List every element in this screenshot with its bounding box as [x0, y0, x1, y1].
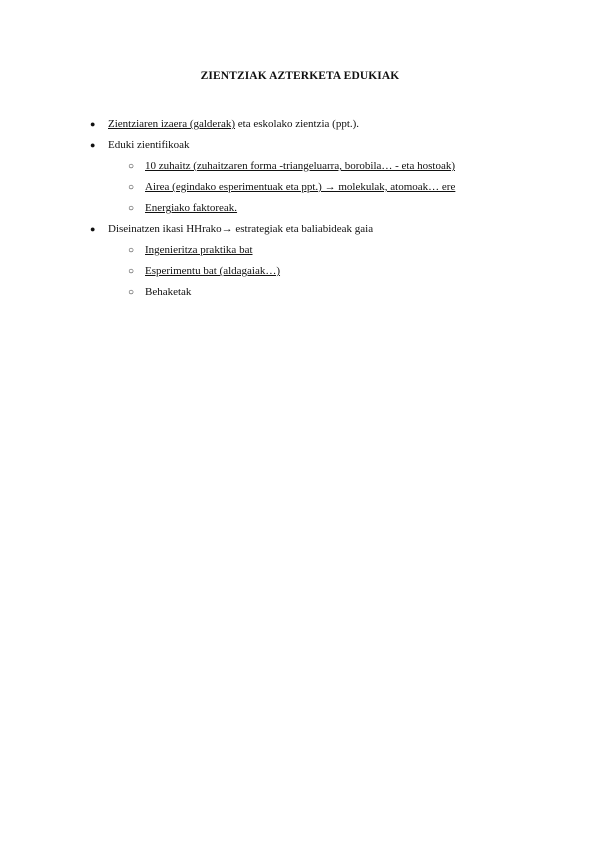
- sub-list-item-text: Airea (egindako esperimentuak eta ppt.) → molekulak, atomoak… ere: [145, 181, 456, 193]
- document-title: ZIENTZIAK AZTERKETA EDUKIAK: [200, 70, 400, 82]
- sub-list-item: [128, 261, 455, 282]
- bullet-icon: ●: [90, 224, 96, 234]
- list-item-text: eta eskolako zientzia (ppt.).: [235, 118, 360, 130]
- sub-list-item-text: Esperimentu bat (aldagaiak…): [145, 265, 281, 277]
- list-item-text: Diseinatzen ikasi HHrako→ estrategiak eta baliabideak gaia: [108, 223, 374, 235]
- hollow-bullet-icon: ○: [128, 161, 135, 172]
- sub-list-item: [128, 240, 455, 261]
- sub-list-item-text: Energiako faktoreak.: [145, 202, 238, 214]
- sub-list-item: [128, 198, 455, 219]
- sub-list: [128, 156, 455, 219]
- hollow-bullet-icon: ○: [128, 203, 135, 214]
- hollow-bullet-icon: ○: [128, 266, 135, 277]
- sub-list-item-text: Ingenieritza praktika bat: [145, 244, 253, 256]
- sub-list-item-text: Behaketak: [145, 286, 192, 298]
- list-item-text: Eduki zientifikoak: [108, 139, 190, 151]
- list-item: [90, 135, 455, 219]
- sub-list-item: [128, 177, 455, 198]
- list-item-underlined-text: Zientziaren izaera (galderak): [108, 118, 236, 130]
- list-item: [90, 114, 455, 135]
- bullet-icon: ●: [90, 140, 96, 150]
- sub-list: [128, 240, 455, 303]
- content-list: [90, 114, 455, 303]
- sub-list-item: [128, 282, 455, 303]
- hollow-bullet-icon: ○: [128, 182, 135, 193]
- hollow-bullet-icon: ○: [128, 245, 135, 256]
- sub-list-item: [128, 156, 455, 177]
- bullet-icon: ●: [90, 119, 96, 129]
- sub-list-item-text: 10 zuhaitz (zuhaitzaren forma -triangeluarra, borobila… - eta hostoak): [145, 160, 455, 172]
- hollow-bullet-icon: ○: [128, 287, 135, 298]
- list-item: [90, 219, 455, 303]
